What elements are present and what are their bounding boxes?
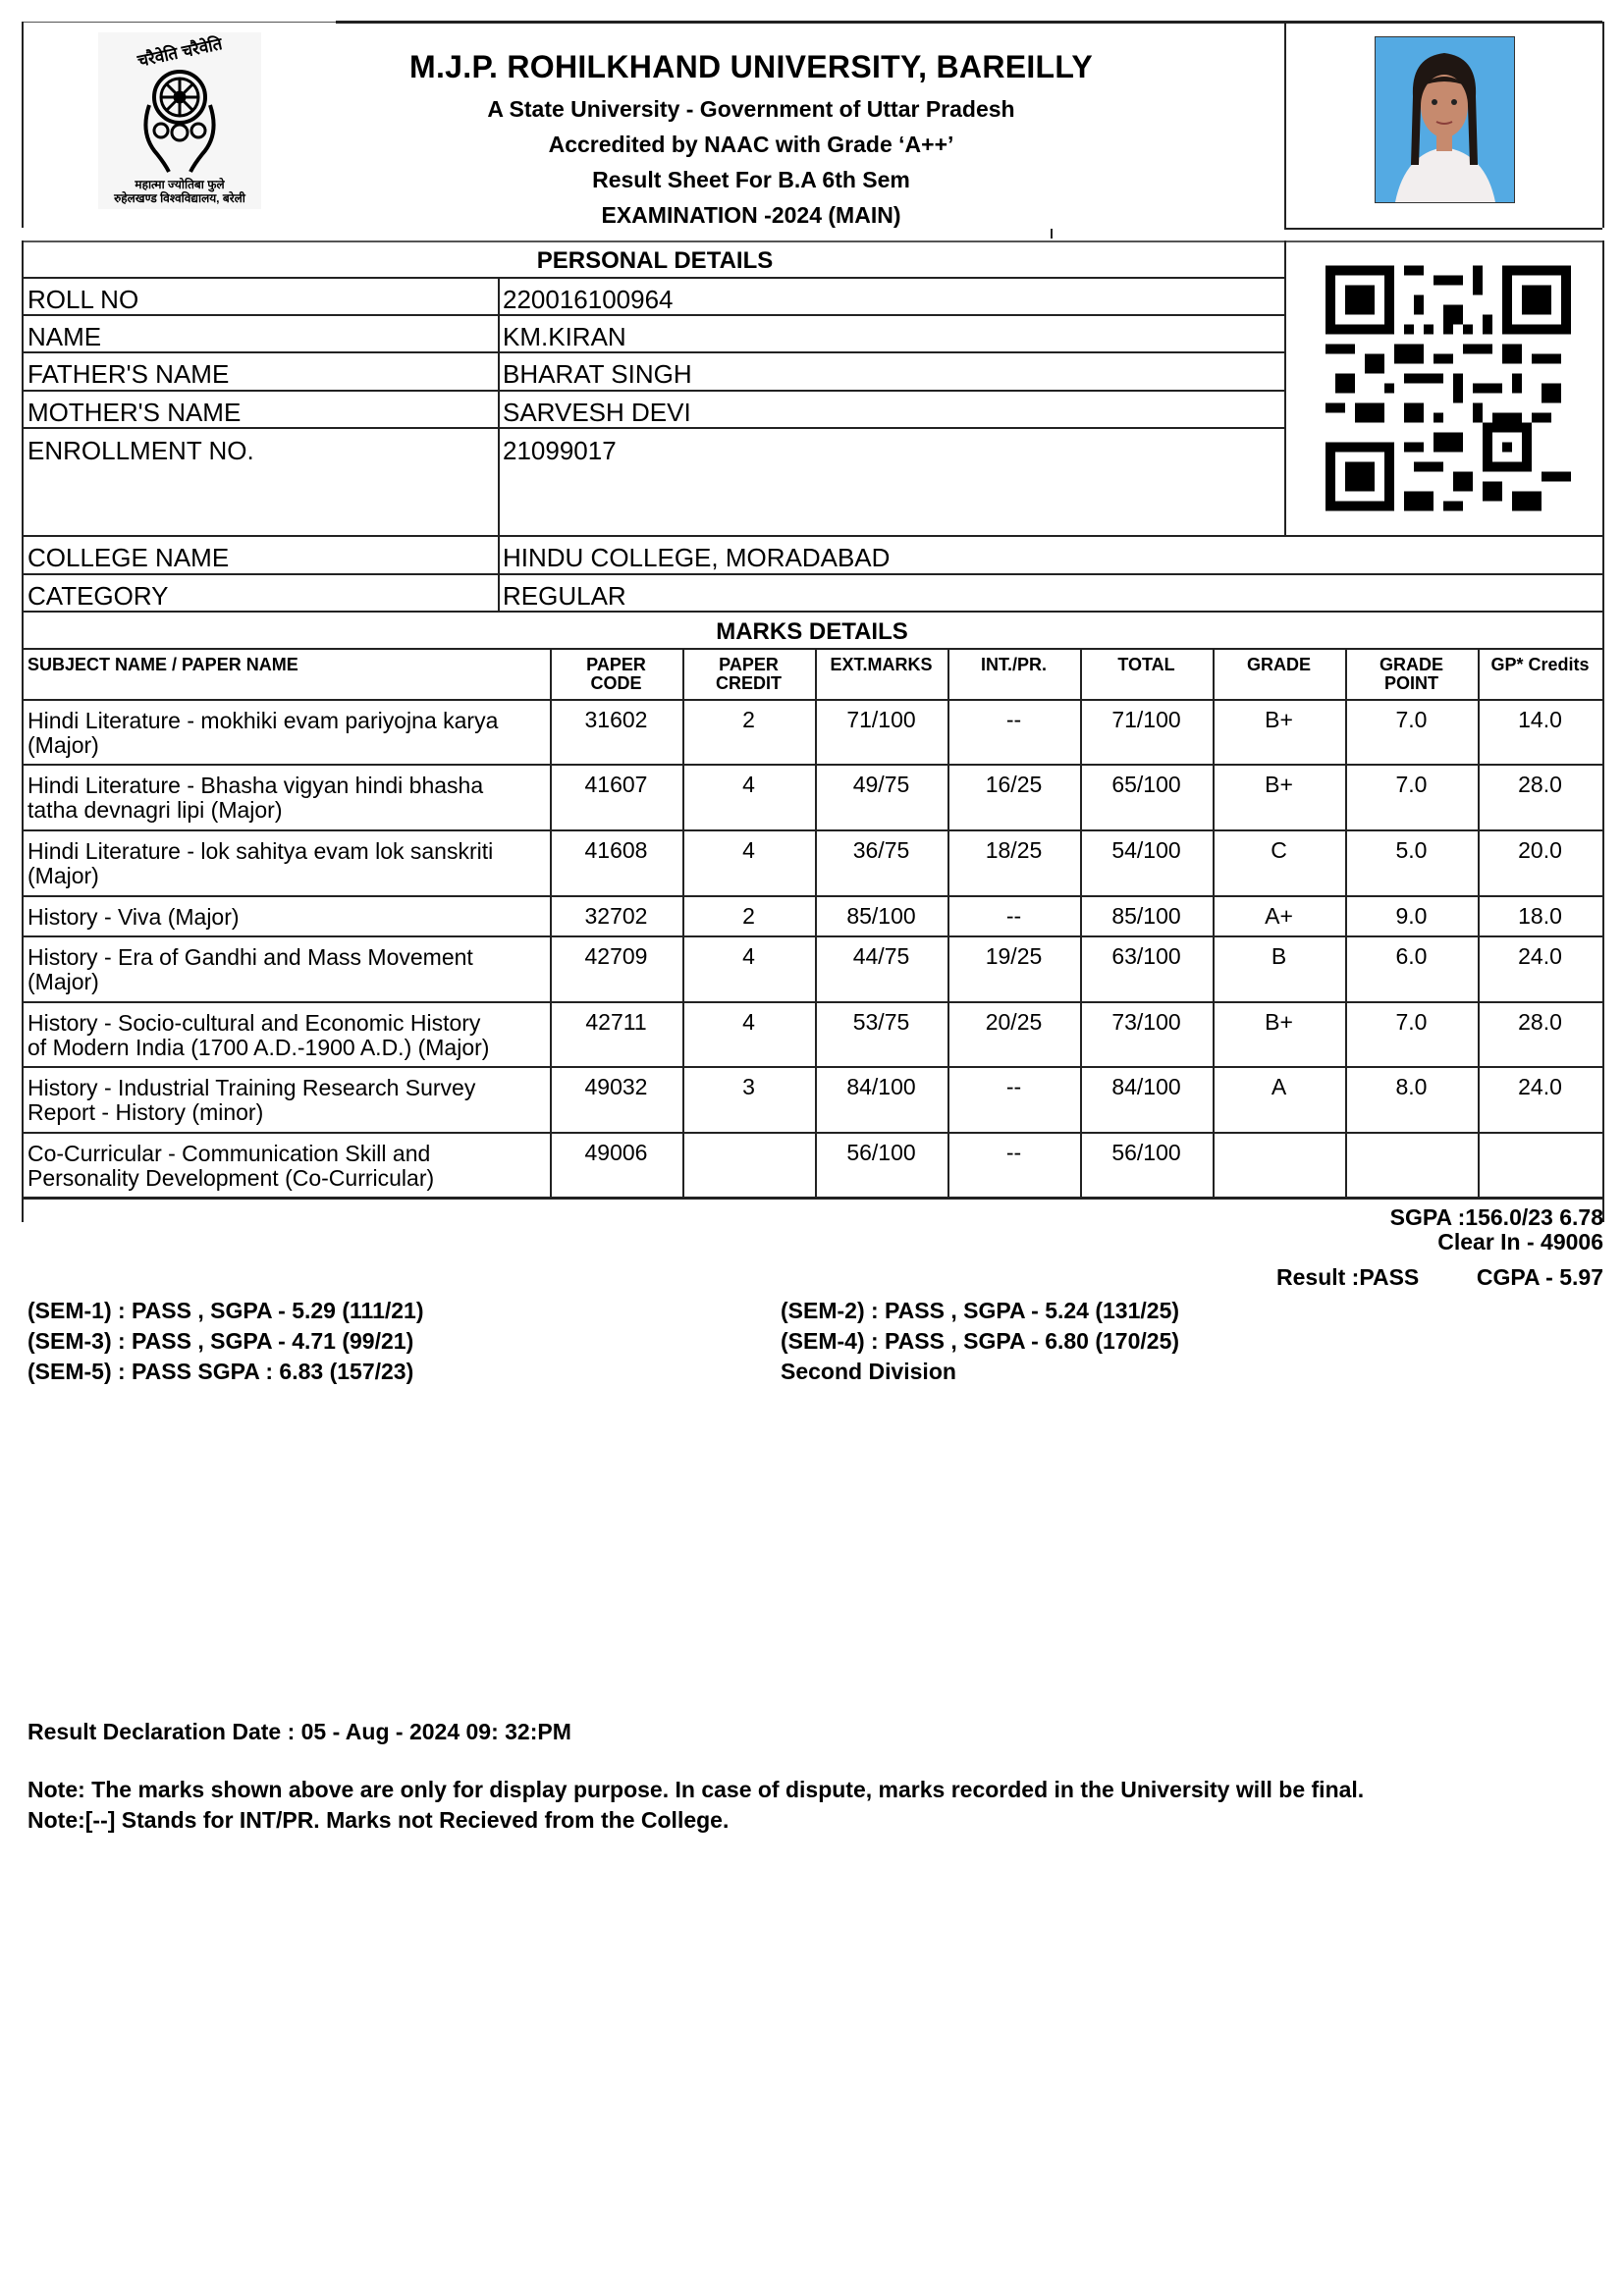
clear-in: Clear In - 49006 xyxy=(1437,1229,1603,1255)
note-display-purpose: Note: The marks shown above are only for display purpose. In case of dispute, marks recorded in the University will be final. xyxy=(27,1777,1365,1802)
marks-details-title: MARKS DETAILS xyxy=(716,618,908,645)
int-marks: 19/25 xyxy=(985,943,1043,969)
grade: B xyxy=(1271,943,1287,969)
paper-credit: 4 xyxy=(742,837,755,863)
grade-point: 6.0 xyxy=(1395,943,1428,969)
ext-marks: 71/100 xyxy=(846,707,916,732)
border xyxy=(22,390,1284,392)
total-marks: 63/100 xyxy=(1111,943,1181,969)
col-header-paper-credit xyxy=(682,656,815,693)
paper-code: 31602 xyxy=(584,707,648,732)
paper-credit: 4 xyxy=(742,772,755,797)
int-marks: -- xyxy=(1005,1140,1022,1165)
col-header-paper-credit-line2: CREDIT xyxy=(716,673,782,693)
sem2-result: (SEM-2) : PASS , SGPA - 5.24 (131/25) xyxy=(781,1298,1180,1323)
subject-line1: History - Viva (Major) xyxy=(27,904,240,930)
border xyxy=(22,535,1602,537)
subject-line2: (Major) xyxy=(27,732,99,758)
border xyxy=(22,1197,1604,1200)
col-header-paper-code xyxy=(550,656,682,693)
total-marks: 54/100 xyxy=(1111,837,1181,863)
logo-motto: चरैवेति चरैवेति xyxy=(135,34,224,71)
grade: C xyxy=(1271,837,1287,863)
int-marks: -- xyxy=(1005,707,1022,732)
father-name-value: BHARAT SINGH xyxy=(503,359,692,389)
subject-line2: of Modern India (1700 A.D.-1900 A.D.) (Major) xyxy=(27,1035,490,1060)
division: Second Division xyxy=(781,1359,956,1384)
border xyxy=(22,240,1602,242)
col-header-int-pr: INT./PR. xyxy=(980,655,1047,674)
result-sheet-title: Result Sheet For B.A 6th Sem xyxy=(592,167,910,192)
total-marks: 65/100 xyxy=(1111,772,1181,797)
paper-code: 41607 xyxy=(584,772,648,797)
father-name-label: FATHER'S NAME xyxy=(27,359,230,389)
border xyxy=(1284,228,1602,230)
border xyxy=(1051,229,1053,239)
gp-credits: 18.0 xyxy=(1518,903,1562,929)
logo-caption-1: महात्मा ज्योतिबा फुले xyxy=(135,178,225,191)
subject-name xyxy=(27,839,548,888)
grade: A xyxy=(1271,1074,1287,1099)
total-marks: 71/100 xyxy=(1111,707,1181,732)
border xyxy=(22,829,1602,831)
total-marks: 84/100 xyxy=(1111,1074,1181,1099)
result-declaration-date: Result Declaration Date : 05 - Aug - 2024 09: 32:PM xyxy=(27,1719,571,1744)
gp-credits: 28.0 xyxy=(1518,772,1562,797)
border xyxy=(22,611,1602,613)
subject-name xyxy=(27,1076,548,1125)
qr-code-icon xyxy=(1325,263,1571,513)
name-value: KM.KIRAN xyxy=(503,322,626,351)
wheel-emblem-icon xyxy=(135,66,224,174)
border xyxy=(22,351,1284,353)
examination-title: EXAMINATION -2024 (MAIN) xyxy=(601,202,901,228)
paper-code: 42711 xyxy=(585,1009,647,1035)
personal-details-title: PERSONAL DETAILS xyxy=(536,247,774,274)
grade: A+ xyxy=(1265,903,1293,929)
total-marks: 85/100 xyxy=(1111,903,1181,929)
subject-line1: History - Socio-cultural and Economic History xyxy=(27,1010,481,1036)
paper-code: 41608 xyxy=(584,837,648,863)
enrollment-label: ENROLLMENT NO. xyxy=(27,436,254,465)
subject-name xyxy=(27,709,548,758)
college-label: COLLEGE NAME xyxy=(27,543,230,572)
accreditation: Accredited by NAAC with Grade ‘A++’ xyxy=(548,132,954,157)
sem4-result: (SEM-4) : PASS , SGPA - 6.80 (170/25) xyxy=(781,1328,1180,1354)
paper-credit: 2 xyxy=(742,903,755,929)
subject-line1: Hindi Literature - Bhasha vigyan hindi bhasha xyxy=(27,773,484,798)
portrait-icon xyxy=(1376,37,1514,202)
gp-credits: 28.0 xyxy=(1518,1009,1562,1035)
col-header-paper-code-line2: CODE xyxy=(590,673,642,693)
grade-point: 5.0 xyxy=(1395,837,1428,863)
border xyxy=(22,648,1602,650)
subject-line2: Personality Development (Co-Curricular) xyxy=(27,1165,435,1191)
university-logo xyxy=(98,32,261,209)
border xyxy=(22,1001,1602,1003)
subject-line1: Hindi Literature - lok sahitya evam lok sanskriti xyxy=(27,838,494,864)
note-int-pr: Note:[--] Stands for INT/PR. Marks not Recieved from the College. xyxy=(27,1807,730,1833)
border xyxy=(22,240,24,1222)
border xyxy=(22,22,24,228)
gp-credits: 14.0 xyxy=(1518,707,1562,732)
int-marks: 20/25 xyxy=(985,1009,1043,1035)
subject-line2: (Major) xyxy=(27,969,99,994)
sem1-result: (SEM-1) : PASS , SGPA - 5.29 (111/21) xyxy=(27,1298,424,1323)
border xyxy=(1602,22,1604,228)
paper-credit: 2 xyxy=(742,707,755,732)
subject-name xyxy=(27,1142,548,1191)
border xyxy=(22,895,1602,897)
logo-caption-2: रुहेलखण्ड विश्वविद्यालय, बरेली xyxy=(114,191,245,205)
subject-name xyxy=(27,1011,548,1060)
border xyxy=(22,573,1602,575)
int-marks: -- xyxy=(1005,1074,1022,1099)
subject-name xyxy=(27,945,548,994)
cgpa: CGPA - 5.97 xyxy=(1476,1264,1603,1290)
subject-line2: tatha devnagri lipi (Major) xyxy=(27,797,283,823)
grade: B+ xyxy=(1265,1009,1293,1035)
paper-code: 49032 xyxy=(584,1074,648,1099)
border xyxy=(22,764,1602,766)
subject-name xyxy=(27,905,548,930)
ext-marks: 44/75 xyxy=(852,943,910,969)
subject-line1: Hindi Literature - mokhiki evam pariyojna karya xyxy=(27,708,499,733)
border xyxy=(22,1066,1602,1068)
college-value: HINDU COLLEGE, MORADABAD xyxy=(503,543,891,572)
roll-no-label: ROLL NO xyxy=(27,285,139,314)
int-marks: 16/25 xyxy=(985,772,1043,797)
subject-line1: History - Industrial Training Research Survey xyxy=(27,1075,476,1100)
border xyxy=(1602,240,1604,1222)
category-value: REGULAR xyxy=(503,581,626,611)
ext-marks: 49/75 xyxy=(852,772,910,797)
mother-name-value: SARVESH DEVI xyxy=(503,398,691,427)
ext-marks: 56/100 xyxy=(846,1140,916,1165)
total-marks: 56/100 xyxy=(1111,1140,1181,1165)
border xyxy=(22,935,1602,937)
col-header-grade: GRADE xyxy=(1246,655,1311,674)
border xyxy=(22,22,336,23)
result-status: Result :PASS xyxy=(1276,1264,1420,1290)
subject-line2: (Major) xyxy=(27,863,99,888)
grade-point: 8.0 xyxy=(1395,1074,1428,1099)
col-header-ext-marks: EXT.MARKS xyxy=(830,655,933,674)
col-header-total: TOTAL xyxy=(1117,655,1175,674)
paper-credit: 4 xyxy=(742,1009,755,1035)
total-marks: 73/100 xyxy=(1111,1009,1181,1035)
border xyxy=(22,699,1602,701)
grade: B+ xyxy=(1265,772,1293,797)
enrollment-value: 21099017 xyxy=(503,436,617,465)
ext-marks: 53/75 xyxy=(852,1009,910,1035)
sem5-result: (SEM-5) : PASS SGPA : 6.83 (157/23) xyxy=(27,1359,414,1384)
grade-point: 7.0 xyxy=(1395,707,1428,732)
int-marks: -- xyxy=(1005,903,1022,929)
col-header-gp-credits: GP* Credits xyxy=(1490,655,1590,674)
border xyxy=(1284,240,1286,535)
paper-credit: 4 xyxy=(742,943,755,969)
ext-marks: 85/100 xyxy=(846,903,916,929)
border xyxy=(22,1197,24,1198)
col-header-grade-point xyxy=(1345,656,1478,693)
university-subtitle: A State University - Government of Uttar Pradesh xyxy=(487,96,1015,122)
category-label: CATEGORY xyxy=(27,581,169,611)
gp-credits: 24.0 xyxy=(1518,1074,1562,1099)
sgpa: SGPA :156.0/23 6.78 xyxy=(1389,1204,1603,1230)
border xyxy=(22,277,1284,279)
mother-name-label: MOTHER'S NAME xyxy=(27,398,242,427)
border xyxy=(498,277,500,611)
gp-credits: 20.0 xyxy=(1518,837,1562,863)
col-header-subject: SUBJECT NAME / PAPER NAME xyxy=(27,655,298,674)
col-header-grade-point-line2: POINT xyxy=(1383,673,1438,693)
subject-line2: Report - History (minor) xyxy=(27,1099,264,1125)
paper-code: 32702 xyxy=(584,903,648,929)
col-header-paper-credit-line1: PAPER xyxy=(719,655,779,674)
border xyxy=(22,1132,1602,1134)
paper-code: 42709 xyxy=(584,943,648,969)
roll-no-value: 220016100964 xyxy=(503,285,674,314)
col-header-grade-point-line1: GRADE xyxy=(1379,655,1443,674)
ext-marks: 36/75 xyxy=(852,837,910,863)
paper-code: 49006 xyxy=(584,1140,648,1165)
border xyxy=(1284,22,1286,229)
subject-line1: History - Era of Gandhi and Mass Movement xyxy=(27,944,473,970)
paper-credit: 3 xyxy=(742,1074,755,1099)
university-name: M.J.P. ROHILKHAND UNIVERSITY, BAREILLY xyxy=(409,49,1093,84)
sem3-result: (SEM-3) : PASS , SGPA - 4.71 (99/21) xyxy=(27,1328,414,1354)
grade: B+ xyxy=(1265,707,1293,732)
student-photo xyxy=(1375,36,1515,203)
subject-name xyxy=(27,774,548,823)
border xyxy=(336,21,1602,24)
gp-credits: 24.0 xyxy=(1518,943,1562,969)
grade-point: 7.0 xyxy=(1395,1009,1428,1035)
col-header-paper-code-line1: PAPER xyxy=(586,655,646,674)
subject-line1: Co-Curricular - Communication Skill and xyxy=(27,1141,431,1166)
ext-marks: 84/100 xyxy=(846,1074,916,1099)
grade-point: 9.0 xyxy=(1395,903,1428,929)
int-marks: 18/25 xyxy=(985,837,1043,863)
grade-point: 7.0 xyxy=(1395,772,1428,797)
name-label: NAME xyxy=(27,322,102,351)
